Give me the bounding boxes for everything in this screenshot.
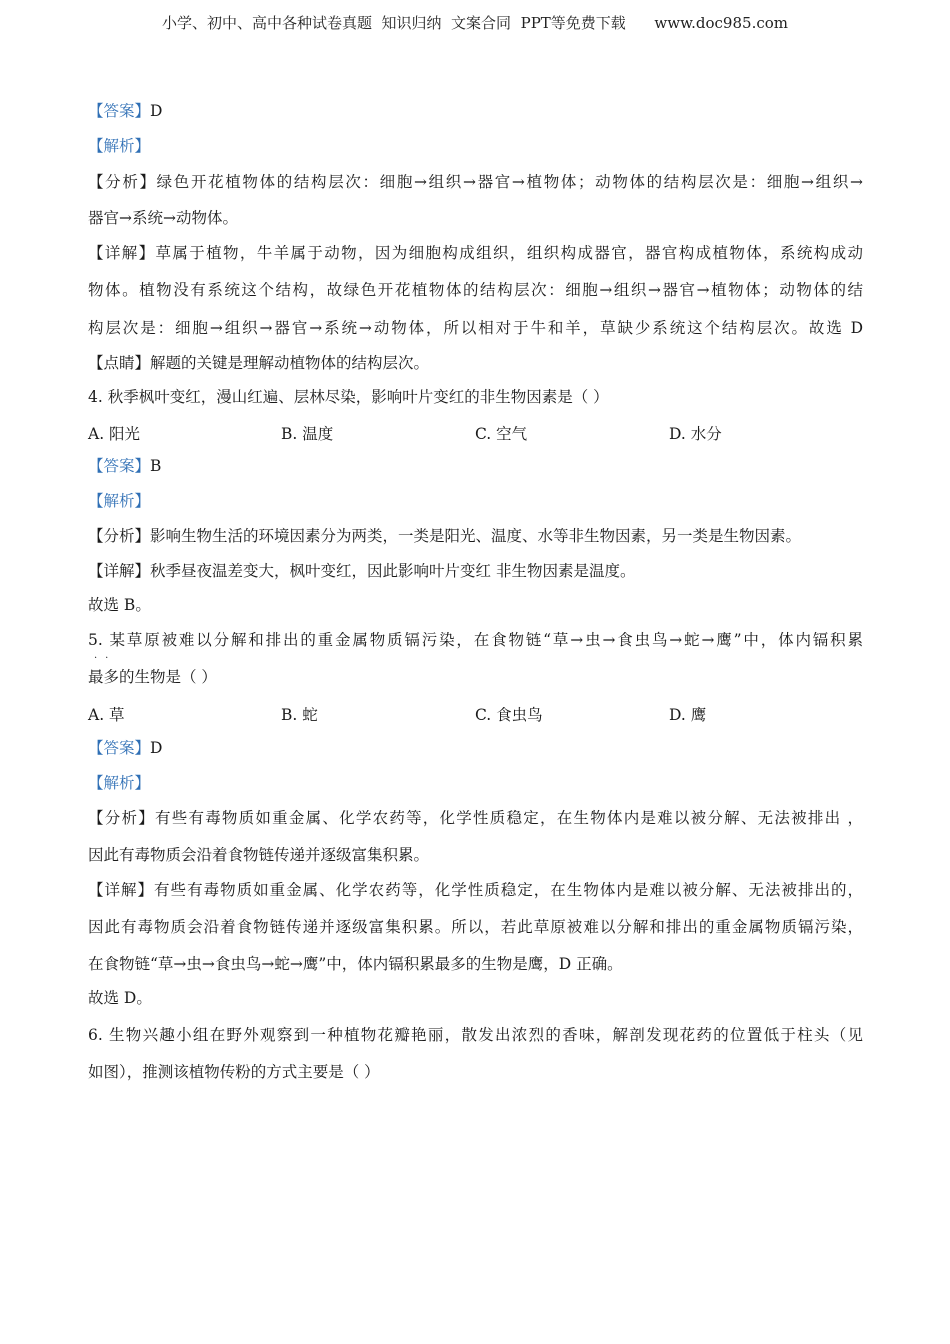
q3-fenxi-line-1: [88, 172, 863, 192]
answer-tag: 【答案】: [88, 739, 151, 757]
q4-stem: 4. 秋季枫叶变红，漫山红遍、层林尽染，影响叶片变红的非生物因素是（ ）: [88, 388, 609, 406]
q4-option-d: D. 水分: [669, 425, 722, 443]
q5-stem-line-2: 最多的生物是（ ）: [88, 668, 217, 686]
q5-xiangjie-line-2: 因此有毒物质会沿着食物链传递并逐级富集积累。所以，若此草原被难以分解和排出的重金属物质镉污染，: [88, 918, 863, 936]
q4-fenxi-line: [88, 526, 801, 546]
q4-option-c: C. 空气: [475, 425, 528, 443]
q5-option-b: B. 蛇: [281, 706, 318, 724]
q3-xiangjie-line-1: [88, 243, 863, 263]
q5-answer-line: [88, 738, 162, 758]
answer-value: D: [150, 102, 163, 120]
q4-jiexi-tag: 【解析】: [88, 492, 151, 510]
xiangjie-tag: 【详解】: [88, 562, 151, 580]
answer-tag: 【答案】: [88, 457, 151, 475]
page-header: 小学、初中、高中各种试卷真题 知识归纳 文案合同 PPT等免费下载 www.doc985.com: [161, 14, 788, 32]
q4-option-b: B. 温度: [281, 425, 334, 443]
dianjing-text: 解题的关键是理解动植物体的结构层次。: [150, 354, 430, 372]
fenxi-tag: 【分析】: [88, 173, 157, 191]
q5-fenxi-line-2: 因此有毒物质会沿着食物链传递并逐级富集积累。: [88, 846, 430, 864]
q3-xiangjie-line-2: 物体。植物没有系统这个结构，故绿色开花植物体的结构层次：细胞→组织→器官→植物体；动物体的结: [88, 281, 863, 299]
q5-option-a: A. 草: [88, 706, 125, 724]
q4-xiangjie-line: [88, 561, 635, 581]
q5-xiangjie-line-1: [88, 880, 863, 900]
xiangjie-tag: 【详解】: [88, 244, 156, 262]
emphasis-dots: ..: [94, 650, 117, 661]
answer-value: B: [150, 457, 162, 475]
q5-jiexi-tag: 【解析】: [88, 774, 151, 792]
q3-fenxi-line-2: 器官→系统→动物体。: [88, 209, 238, 227]
fenxi-tag: 【分析】: [88, 809, 155, 827]
q5-conclusion: 故选 D。: [88, 989, 152, 1007]
q5-fenxi-line-1: [88, 808, 863, 828]
q3-jiexi-tag: 【解析】: [88, 137, 151, 155]
q6-stem-line-2: 如图），推测该植物传粉的方式主要是（ ）: [88, 1063, 380, 1081]
fenxi-text: 有些有毒物质如重金属、化学农药等，化学性质稳定，在生物体内是难以被分解、无法被排出 ，: [154, 809, 863, 827]
q5-option-d: D. 鹰: [669, 706, 707, 724]
q3-dianjing-line: [88, 353, 429, 373]
dianjing-tag: 【点睛】: [88, 354, 151, 372]
q5-stem-line-1: 5. 某草原被难以分解和排出的重金属物质镉污染，在食物链“草→虫→食虫鸟→蛇→鹰”中，体内镉积累: [88, 631, 863, 649]
xiangjie-text: 草属于植物，牛羊属于动物，因为细胞构成组织，组织构成器官，器官构成植物体，系统构成动: [155, 244, 863, 262]
xiangjie-tag: 【详解】: [88, 881, 155, 899]
fenxi-text: 影响生物生活的环境因素分为两类，一类是阳光、温度、水等非生物因素，另一类是生物因素。: [150, 527, 802, 545]
q5-xiangjie-line-3: 在食物链“草→虫→食虫鸟→蛇→鹰”中，体内镉积累最多的生物是鹰，D 正确。: [88, 955, 623, 973]
fenxi-text: 绿色开花植物体的结构层次：细胞→组织→器官→植物体；动物体的结构层次是：细胞→组织→: [156, 173, 863, 191]
q3-xiangjie-line-3: 构层次是：细胞→组织→器官→系统→动物体，所以相对于牛和羊，草缺少系统这个结构层次。故选 D: [88, 319, 863, 337]
answer-value: D: [150, 739, 163, 757]
xiangjie-text: 有些有毒物质如重金属、化学农药等，化学性质稳定，在生物体内是难以被分解、无法被排出的，: [154, 881, 863, 899]
fenxi-tag: 【分析】: [88, 527, 151, 545]
xiangjie-text: 秋季昼夜温差变大，枫叶变红，因此影响叶片变红 非生物因素是温度。: [150, 562, 636, 580]
q4-option-a: A. 阳光: [88, 425, 141, 443]
q5-option-c: C. 食虫鸟: [475, 706, 543, 724]
q3-answer-line: [88, 101, 162, 121]
answer-tag: 【答案】: [88, 102, 151, 120]
q6-stem-line-1: 6. 生物兴趣小组在野外观察到一种植物花瓣艳丽，散发出浓烈的香味，解剖发现花药的位置低于柱头（见: [88, 1026, 863, 1044]
q4-answer-line: [88, 456, 161, 476]
q4-conclusion: 故选 B。: [88, 596, 151, 614]
